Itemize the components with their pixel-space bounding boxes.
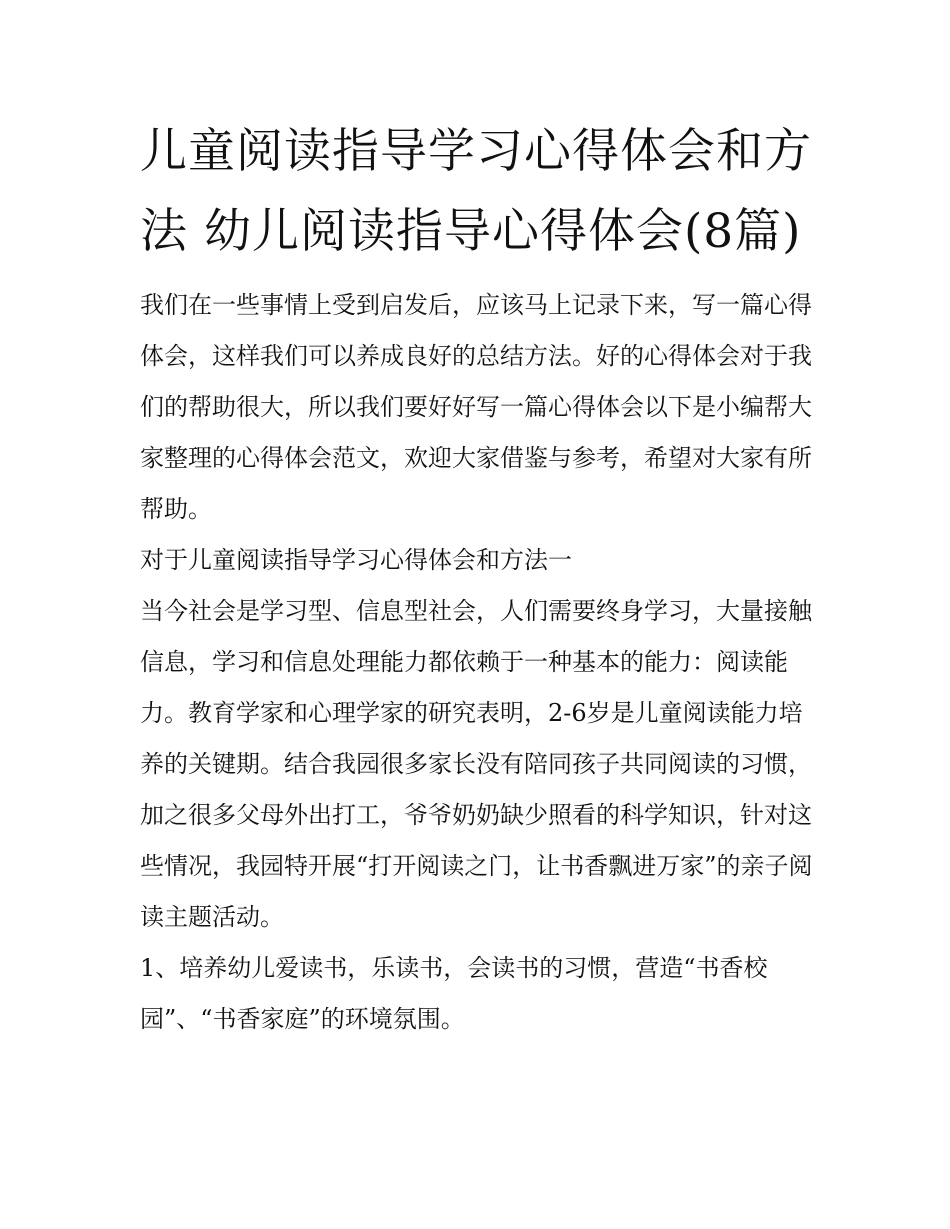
document-body [140, 112, 820, 1045]
document-title: 儿童阅读指导学习心得体会和方法 幼儿阅读指导心得体会(8篇) [140, 124, 812, 259]
section-heading: 对于儿童阅读指导学习心得体会和方法一 [140, 546, 572, 574]
intro-paragraph: 我们在一些事情上受到启发后，应该马上记录下来，写一篇心得体会，这样我们可以养成良好的总结方法。好的心得体会对于我们的帮助很大，所以我们要好好写一篇心得体会以下是小编帮大家整理的心得体会范文，欢迎大家借鉴与参考，希望对大家有所帮助。 [140, 291, 812, 523]
list-item: 1、培养幼儿爱读书，乐读书，会读书的习惯，营造“书香校园”、“书香家庭”的环境氛围。 [140, 954, 768, 1033]
body-paragraph: 当今社会是学习型、信息型社会，人们需要终身学习，大量接触信息，学习和信息处理能力都依赖于一种基本的能力：阅读能力。教育学家和心理学家的研究表明，2-6岁是儿童阅读能力培养的关键期。结合我园很多家长没有陪同孩子共同阅读的习惯，加之很多父母外出打工，爷爷奶奶缺少照看的科学知识，针对这些情况，我园特开展“打开阅读之门，让书香飘进万家”的亲子阅读主题活动。 [140, 597, 813, 931]
